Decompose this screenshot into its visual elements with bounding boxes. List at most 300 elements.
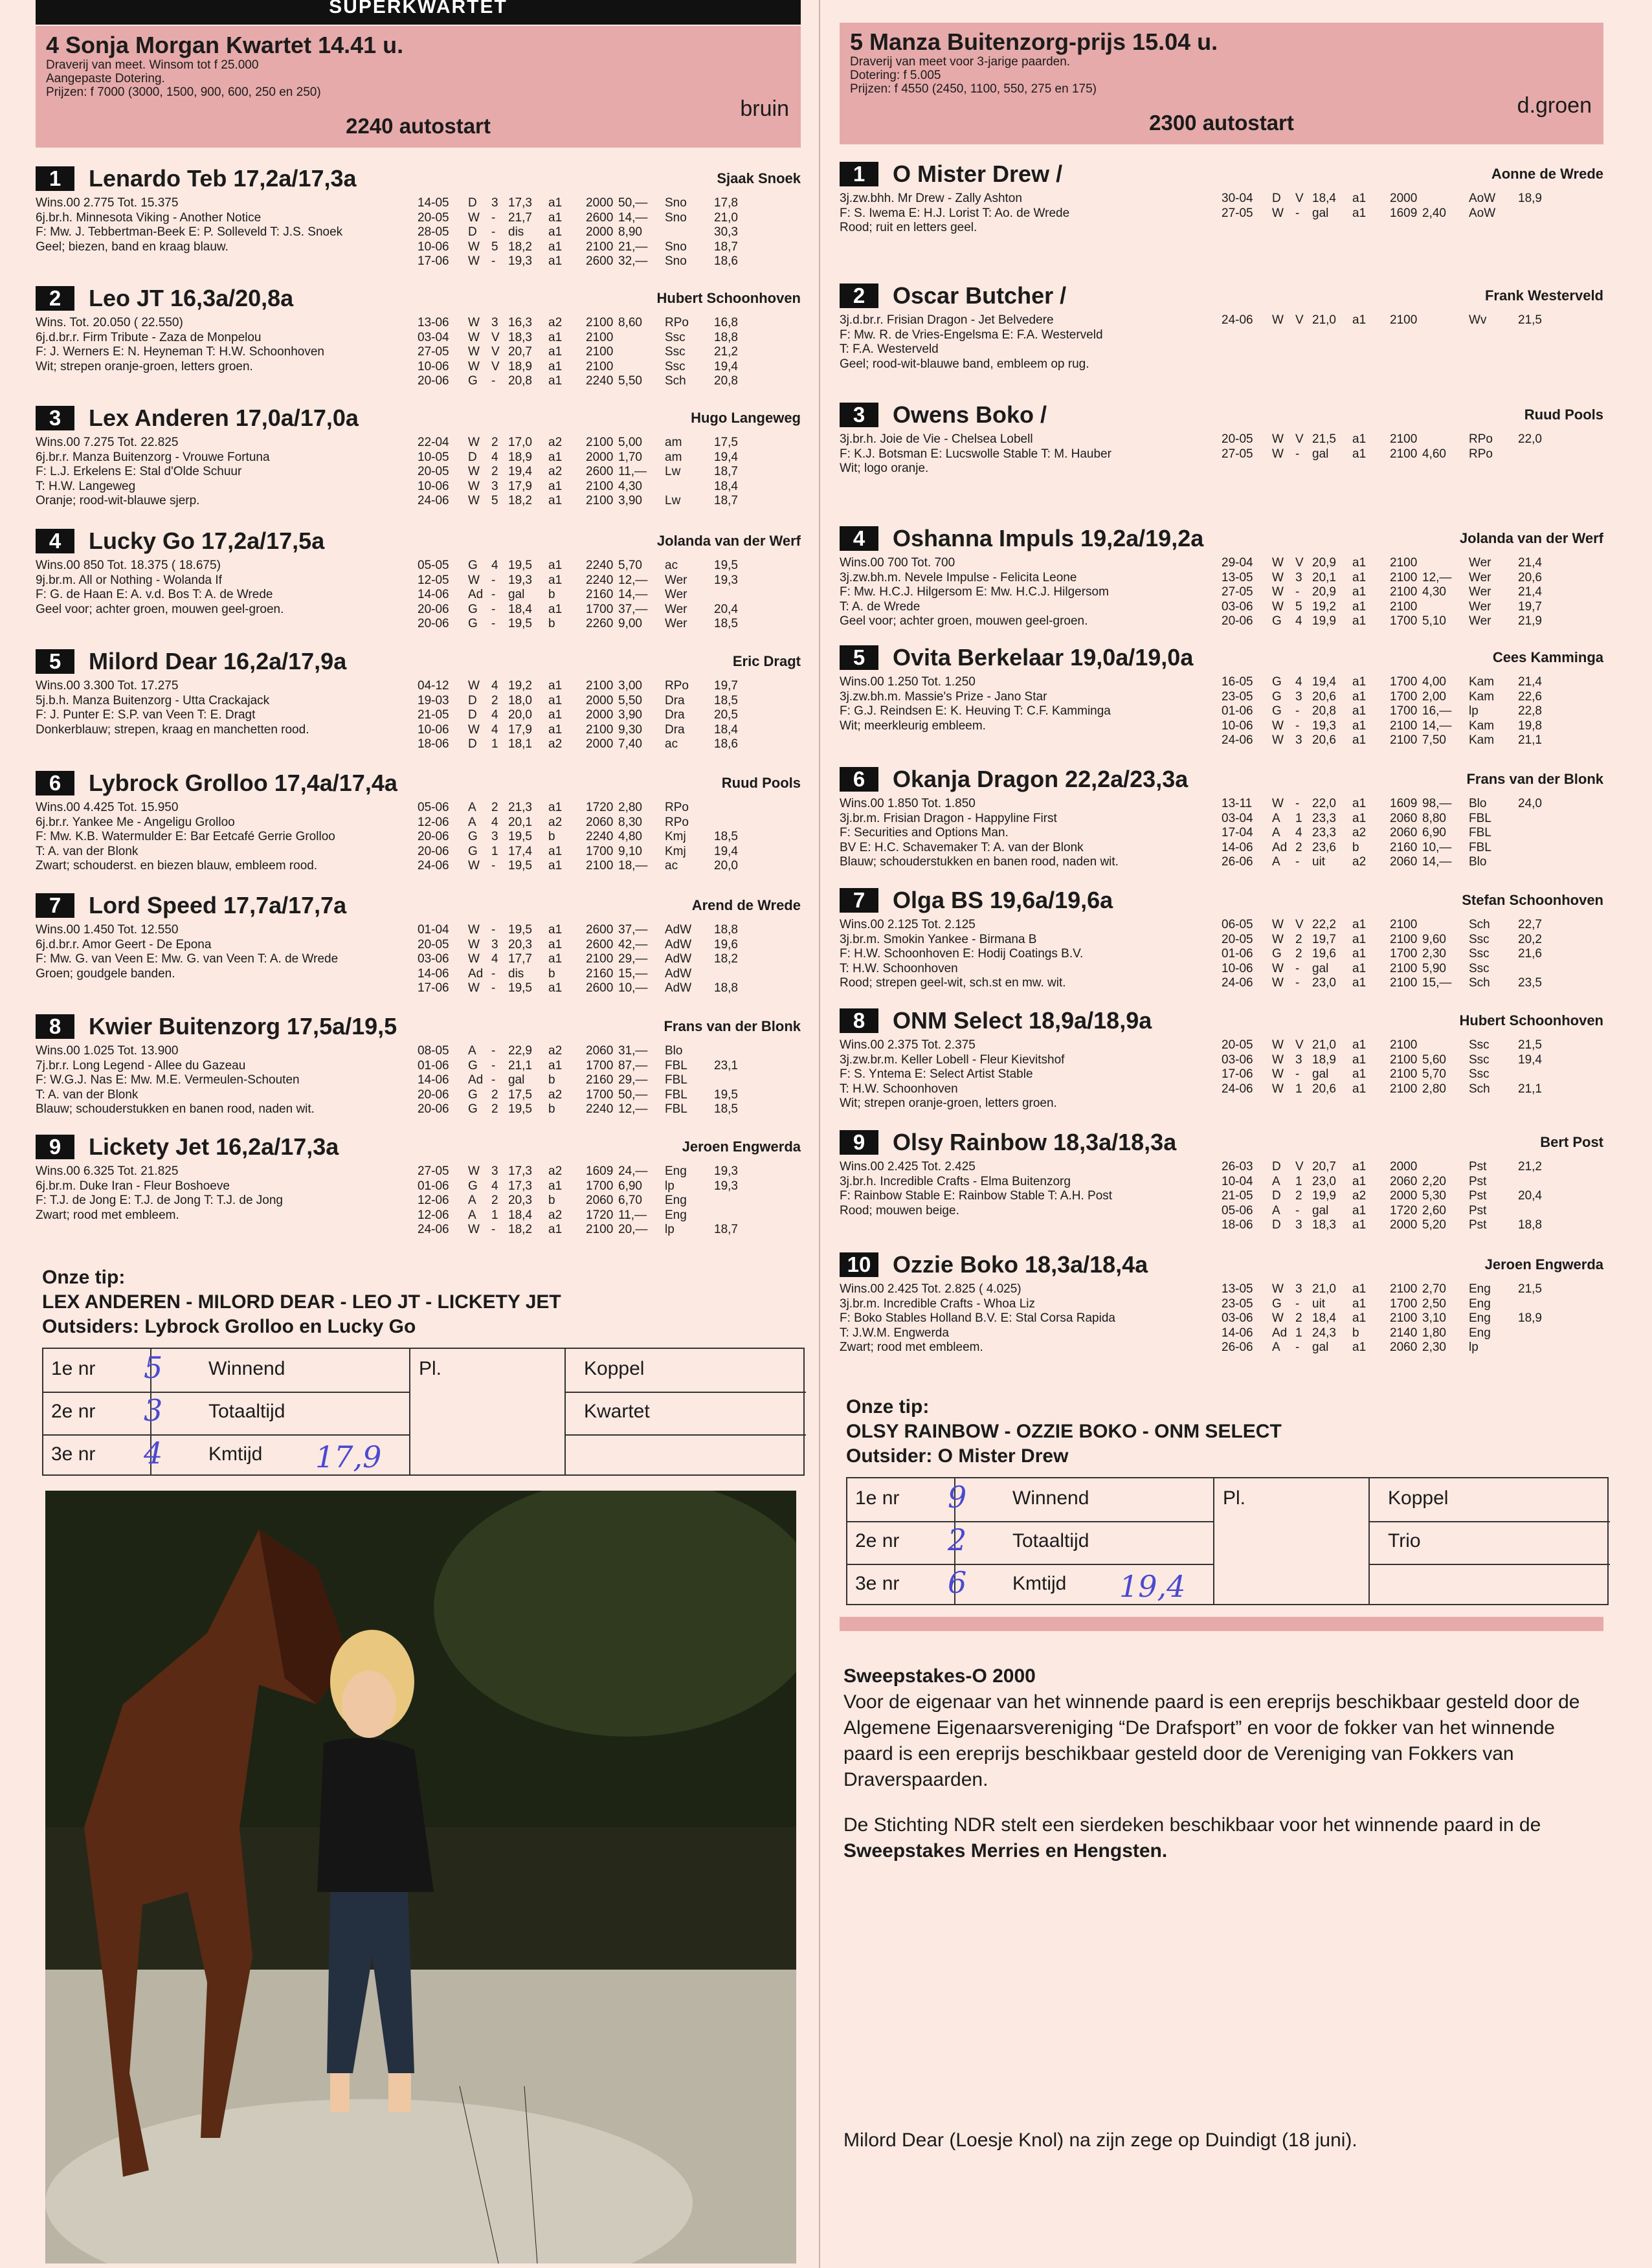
race-history-cell: A — [468, 815, 476, 829]
race-history-cell: 2 — [491, 1102, 498, 1116]
horse-info-line: F: W.G.J. Nas E: Mw. M.E. Vermeulen-Schouten — [36, 1073, 300, 1087]
race-history-cell: 19,5 — [508, 859, 532, 873]
race-history-cell: AdW — [665, 981, 692, 995]
race-history-cell: 17-04 — [1222, 826, 1253, 839]
race-history-cell: 1,70 — [618, 450, 642, 464]
race-history-cell: 8,90 — [618, 225, 642, 239]
horse-info-line: F: Mw. H.C.J. Hilgersom E: Mw. H.C.J. Hilgersom — [840, 585, 1109, 599]
race-history-row — [1222, 1297, 1603, 1312]
race-history-cell: a1 — [548, 1058, 563, 1073]
race-history-cell: 22-04 — [418, 436, 449, 449]
driver-name: Aonne de Wrede — [1491, 166, 1603, 182]
race-history-cell: 1700 — [586, 602, 614, 616]
handwritten-number: 4 — [144, 1436, 163, 1471]
race-history-cell: Sno — [665, 210, 687, 225]
race-condition: Draverij van meet voor 3-jarige paarden. — [850, 55, 1071, 69]
bet-field-label: Kmtijd — [208, 1443, 263, 1465]
race-history-cell: Eng — [665, 1164, 687, 1178]
race-history-row — [418, 465, 799, 480]
race-history-cell: 24,— — [618, 1164, 648, 1178]
race-history-row — [418, 480, 799, 495]
race-history-cell: 19,4 — [1312, 675, 1336, 689]
race-history-cell: 23,0 — [1312, 976, 1336, 990]
race-history-cell: 17,5 — [508, 1087, 532, 1102]
sweepstakes-paragraph: Voor de eigenaar van het winnende paard is een ereprijs beschikbaar gesteld door de Algemene Eigenaarsvereniging “De Drafsport” en voor de fokker van het winnende paard is een ereprijs beschikbaar gesteld door de Vereniging van Fokkers van Draverspaarden. — [843, 1691, 1580, 1790]
race-history-cell: - — [1295, 206, 1300, 220]
race-history-cell: b — [548, 617, 555, 630]
race-history-cell: 2100 — [586, 722, 614, 737]
race-history-cell: a1 — [548, 602, 563, 616]
driver-name: Sjaak Snoek — [717, 170, 801, 186]
race-history-cell: A — [1272, 826, 1280, 839]
race-history-cell: 3 — [491, 1164, 498, 1178]
race-history-cell: 21,3 — [508, 801, 532, 814]
race-history-cell: A — [468, 801, 476, 814]
horse-info-line: F: K.J. Botsman E: Lucswolle Stable T: M. Hauber — [840, 447, 1111, 461]
race-history-cell: 27-05 — [1222, 447, 1253, 461]
race-history-cell: 2100 — [586, 359, 614, 373]
race-history-cell: W — [468, 722, 480, 737]
horse-info-line: F: G. de Haan E: A. v.d. Bos T: A. de Wrede — [36, 588, 273, 601]
race-history-cell: a1 — [548, 937, 563, 951]
handwritten-kmtijd: 19,4 — [1119, 1569, 1186, 1604]
race-history-cell: a1 — [1352, 556, 1367, 570]
race-history-cell: 27-05 — [1222, 206, 1253, 220]
race-history-cell: 01-04 — [418, 923, 449, 937]
race-history-cell: a1 — [1352, 599, 1367, 614]
race-history-cell: a1 — [548, 573, 563, 587]
race-history-cell: a1 — [548, 450, 563, 464]
horse-name: ONM Select 18,9a/18,9a — [893, 1007, 1152, 1034]
race-history-cell: 2100 — [586, 239, 614, 254]
race-history-cell: D — [1272, 1218, 1281, 1232]
race-history-cell: 4,30 — [1422, 585, 1446, 599]
race-history-cell: 24-06 — [1222, 733, 1253, 747]
driver-name: Stefan Schoonhoven — [1462, 892, 1603, 908]
race-history-cell: 19,5 — [714, 559, 738, 572]
form-line — [1213, 1478, 1214, 1604]
race-history-cell: a2 — [548, 815, 563, 829]
race-history-cell: 16,— — [1422, 704, 1452, 718]
race-history-cell: a1 — [548, 254, 563, 268]
horse-info — [840, 675, 1228, 733]
race-history-cell: 18,4 — [1312, 1311, 1336, 1325]
race-history-cell: 20-06 — [418, 602, 449, 616]
race-history-cell: 2100 — [586, 330, 614, 344]
race-history-cell: G — [1272, 704, 1282, 718]
horse-info-line: F: Mw. R. de Vries-Engelsma E: F.A. Westerveld — [840, 328, 1103, 342]
race-history-cell: G — [1272, 675, 1282, 689]
driver-name: Jeroen Engwerda — [1484, 1256, 1603, 1273]
race-history-cell: 18-06 — [418, 737, 449, 751]
race-history-cell: 18-06 — [1222, 1218, 1253, 1232]
race-history-cell: 2100 — [1390, 1067, 1418, 1081]
race-history-cell: uit — [1312, 855, 1326, 869]
race-history-cell: G — [1272, 947, 1282, 961]
race-history-cell: a1 — [1352, 585, 1367, 599]
horse-info-line: Rood; ruit en letters geel. — [840, 221, 977, 234]
race-history-cell: 03-04 — [1222, 811, 1253, 825]
race-history-cell: Wer — [1469, 556, 1491, 570]
race-history-cell: RPo — [665, 801, 689, 814]
race-history-row — [418, 952, 799, 967]
race-history-cell: a1 — [548, 844, 563, 858]
horse-info-line: 6j.br.h. Minnesota Viking - Another Notice — [36, 210, 262, 225]
race-history-cell: 1700 — [1390, 704, 1418, 718]
race-history-cell: 18,4 — [714, 479, 738, 493]
race-history-cell: a2 — [1352, 1189, 1367, 1203]
race-history — [1222, 918, 1603, 991]
race-history-cell: 17,0 — [508, 436, 532, 449]
race-history-cell: lp — [1469, 1340, 1479, 1354]
race-history-cell: FBL — [665, 1087, 687, 1102]
horse-info-line: Wit; logo oranje. — [840, 461, 929, 475]
race-history-cell: 18,7 — [714, 239, 738, 254]
race-history-cell: 17,9 — [508, 722, 532, 737]
race-history-cell: 22,8 — [1518, 704, 1542, 718]
race-history-cell: Ssc — [665, 345, 686, 359]
race-history-cell: W — [1272, 1038, 1284, 1052]
race-history-cell: Kam — [1469, 718, 1495, 733]
race-history-cell: 1720 — [586, 1208, 614, 1222]
race-history-cell: 20,1 — [508, 815, 532, 829]
race-history-cell: 1609 — [1390, 206, 1418, 220]
race-history-cell: W — [1272, 733, 1284, 747]
horse-name: Lickety Jet 16,2a/17,3a — [89, 1133, 339, 1160]
race-history-cell: 13-05 — [1222, 570, 1253, 584]
race-history-cell: 18,7 — [714, 494, 738, 507]
race-history-cell: 2060 — [1390, 1174, 1418, 1188]
horse-info-line: Wins.00 2.775 Tot. 15.375 — [36, 196, 179, 210]
race-history-row — [418, 1044, 799, 1059]
entry-number: 1 — [840, 162, 878, 186]
race-history-row — [418, 967, 799, 982]
race-history-cell: 18,9 — [508, 450, 532, 464]
race-history-cell: 19-03 — [418, 693, 449, 707]
horse-info — [36, 436, 424, 509]
sweepstakes-text-span: De Stichting NDR stelt een sierdeken beschikbaar voor het winnende paard in de — [843, 1814, 1541, 1836]
race-history-row — [1222, 1204, 1603, 1219]
race-history-row — [1222, 704, 1603, 719]
race-history-cell: RPo — [1469, 447, 1493, 461]
race-history-cell: 21,4 — [1518, 675, 1542, 689]
race-history-cell: 19,4 — [1518, 1052, 1542, 1067]
race-history-cell: 19,8 — [1518, 718, 1542, 733]
race-history-row — [418, 573, 799, 588]
race-history-cell: 2140 — [1390, 1326, 1418, 1340]
race-history-cell: 19,7 — [714, 679, 738, 693]
handwritten-number: 9 — [948, 1480, 967, 1515]
race-history-cell: 2100 — [586, 679, 614, 693]
race-history-cell: 2000 — [586, 693, 614, 707]
race-history-cell: - — [491, 588, 496, 601]
race-history-cell: 2100 — [1390, 570, 1418, 584]
race-history-cell: V — [1295, 192, 1304, 205]
race-history-cell: 50,— — [618, 1087, 648, 1102]
race-history-cell: 10-06 — [418, 722, 449, 737]
race-history-cell: 24-06 — [1222, 976, 1253, 990]
race-history-cell: 2100 — [1390, 432, 1418, 446]
race-history-row — [418, 816, 799, 830]
race-history-cell: 20,6 — [1312, 1082, 1336, 1096]
race-history-cell: 14-05 — [418, 196, 449, 210]
race-history-cell: 20-06 — [418, 844, 449, 858]
horse-info — [36, 559, 424, 617]
race-history-cell: 2060 — [1390, 811, 1418, 825]
race-history-cell: 10-06 — [1222, 961, 1253, 975]
race-condition: Aangepaste Dotering. — [46, 72, 165, 85]
race-history-cell: 4,60 — [1422, 447, 1446, 461]
race-history-cell: W — [468, 1223, 480, 1236]
race-history-cell: A — [468, 1208, 476, 1222]
race-history-cell: 21,5 — [1312, 432, 1336, 446]
bet-form — [42, 1348, 805, 1476]
horse-info-line: F: H.W. Schoonhoven E: Hodij Coatings B.V. — [840, 947, 1084, 961]
race-history-cell: a1 — [1352, 797, 1367, 810]
race-history-row — [1222, 855, 1603, 870]
horse-name: Leo JT 16,3a/20,8a — [89, 285, 294, 311]
race-history-cell: 23,0 — [1312, 1174, 1336, 1188]
race-history-row — [418, 617, 799, 632]
race-history-cell: - — [491, 1223, 496, 1236]
race-history — [418, 436, 799, 509]
race-history-cell: 20,6 — [1312, 689, 1336, 704]
race-history-cell: AdW — [665, 966, 692, 981]
race-history-cell: G — [468, 374, 478, 388]
race-history-cell: 17,3 — [508, 1164, 532, 1178]
horse-name: Lord Speed 17,7a/17,7a — [89, 892, 347, 918]
race-history-cell: Ssc — [1469, 1038, 1490, 1052]
horse-info — [840, 918, 1228, 991]
race-history-cell: G — [468, 559, 478, 572]
race-history-cell: 2060 — [1390, 826, 1418, 839]
driver-name: Ruud Pools — [721, 775, 801, 791]
race-history-cell: W — [1272, 961, 1284, 975]
tip-picks: OLSY RAINBOW - OZZIE BOKO - ONM SELECT — [846, 1421, 1282, 1442]
race-history-row — [1222, 812, 1603, 827]
race-history-cell: 21,5 — [1518, 1282, 1542, 1296]
race-history-cell: - — [491, 602, 496, 616]
race-history-cell: 8,80 — [1422, 811, 1446, 825]
form-line — [847, 1521, 1213, 1522]
horse-info-line: Geel; rood-wit-blauwe band, embleem op rug. — [840, 357, 1089, 371]
race-history-cell: 20,0 — [714, 859, 738, 873]
race-history-cell: Kmj — [665, 830, 686, 843]
race-history-cell: 1700 — [1390, 689, 1418, 704]
race-history-cell: 12,— — [618, 1102, 648, 1116]
race-history-cell: FBL — [1469, 811, 1491, 825]
race-history-cell: 23-05 — [1222, 1296, 1253, 1311]
race-history-cell: 21,6 — [1518, 947, 1542, 961]
race-history-cell: 20,4 — [714, 602, 738, 616]
race-history-cell: dis — [508, 225, 524, 239]
race-history-cell: 4 — [1295, 826, 1302, 839]
horse-info — [840, 1160, 1228, 1218]
race-history-cell: 2,70 — [1422, 1282, 1446, 1296]
race-history-cell: a2 — [548, 316, 563, 329]
race-history-cell: 20-05 — [418, 937, 449, 951]
race-history-cell: Eng — [1469, 1282, 1491, 1296]
race-history-row — [418, 360, 799, 375]
race-history-cell: a1 — [1352, 1203, 1367, 1217]
race-history-cell: 2 — [1295, 947, 1302, 961]
race-history-row — [418, 225, 799, 240]
race-history-cell: 10-05 — [418, 450, 449, 464]
race-history-cell: 20,— — [618, 1223, 648, 1236]
horse-info-line: Wins.00 1.025 Tot. 13.900 — [36, 1044, 179, 1058]
race-history-cell: 2000 — [1390, 1160, 1418, 1173]
race-history-cell: RPo — [1469, 432, 1493, 446]
race-history-cell: W — [1272, 918, 1284, 931]
race-history-cell: - — [491, 923, 496, 937]
race-history-cell: 03-06 — [1222, 599, 1253, 614]
race-history-cell: - — [1295, 1203, 1300, 1217]
race-history-cell: W — [1272, 1282, 1284, 1296]
race-history-cell: 18,6 — [714, 254, 738, 268]
horse-info-line: Wins.00 1.850 Tot. 1.850 — [840, 797, 976, 810]
race-history-row — [418, 708, 799, 723]
race-history-cell: 06-05 — [1222, 918, 1253, 931]
bet-row-label: 3e nr — [855, 1573, 900, 1594]
race-history-cell: b — [548, 830, 555, 843]
horse-name: Owens Boko / — [893, 401, 1047, 428]
race-history-cell: 22,0 — [1312, 797, 1336, 810]
race-history-cell: V — [491, 359, 500, 373]
race-history-row — [1222, 1053, 1603, 1068]
race-history-cell: - — [491, 1044, 496, 1058]
entry-number: 5 — [840, 645, 878, 670]
race-history-cell: 42,— — [618, 937, 648, 951]
race-history-cell: 2240 — [586, 559, 614, 572]
race-history-cell: a1 — [1352, 976, 1367, 990]
race-history-cell: G — [468, 1102, 478, 1116]
race-history-cell: Dra — [665, 708, 685, 722]
horse-info-line: Wins.00 3.300 Tot. 17.275 — [36, 679, 179, 693]
horse-info-line: F: Boko Stables Holland B.V. E: Stal Corsa Rapida — [840, 1311, 1115, 1325]
race-history-cell: gal — [508, 588, 525, 601]
race-history-cell: a1 — [548, 679, 563, 693]
race-history-row — [418, 1164, 799, 1179]
race-history-cell: 18,5 — [714, 830, 738, 843]
race-history-cell: 2100 — [586, 859, 614, 873]
race-history — [418, 679, 799, 752]
horse-name: Lex Anderen 17,0a/17,0a — [89, 405, 359, 431]
race-history-cell: 24-06 — [418, 859, 449, 873]
race-history-cell: Blo — [1469, 855, 1487, 869]
race-history — [418, 196, 799, 269]
race-history-cell: a1 — [1352, 675, 1367, 689]
race-condition: Prijzen: f 7000 (3000, 1500, 900, 600, 250 en 250) — [46, 85, 321, 99]
race-history-cell: W — [468, 210, 480, 225]
race-history-cell: Wer — [665, 573, 687, 587]
race-history-cell: 21,4 — [1518, 585, 1542, 599]
race-history-cell: 03-06 — [418, 952, 449, 966]
race-history-cell: 27-05 — [418, 1164, 449, 1178]
race-history-cell: 30,3 — [714, 225, 738, 239]
horse-info-line: Blauw; schouderstukken en banen rood, naden wit. — [840, 855, 1119, 869]
race-history-cell: a1 — [548, 330, 563, 344]
race-history-cell: 19,9 — [1312, 1189, 1336, 1203]
race-history-cell: gal — [1312, 1340, 1329, 1354]
race-history-cell: Eng — [1469, 1326, 1491, 1340]
race-history-cell: 23,3 — [1312, 811, 1336, 825]
race-history-cell: 2600 — [586, 923, 614, 937]
race-history-cell: 23,6 — [1312, 840, 1336, 854]
race-history-cell: 19,9 — [1312, 614, 1336, 628]
race-history-cell: 14-06 — [1222, 840, 1253, 854]
horse-info-line: Rood; strepen geel-wit, sch.st en mw. wit. — [840, 976, 1066, 990]
race-history-cell: 4 — [1295, 675, 1302, 689]
horse-info-line: Zwart; rood met embleem. — [840, 1340, 983, 1354]
race-history-cell: a1 — [548, 239, 563, 254]
race-history — [1222, 556, 1603, 629]
race-history-cell: Ssc — [1469, 1052, 1490, 1067]
race-history-cell: 17,5 — [714, 436, 738, 449]
race-condition: Dotering: f 5.005 — [850, 69, 941, 82]
race-history-cell: 2100 — [1390, 313, 1418, 327]
handwritten-kmtijd: 17,9 — [315, 1440, 382, 1474]
horse-info-line: T: A. van der Blonk — [36, 844, 139, 858]
race-history-cell: 18,9 — [508, 359, 532, 373]
race-history-cell: a1 — [1352, 1340, 1367, 1354]
race-history-cell: Ssc — [1469, 1067, 1490, 1081]
tip-title: Onze tip: — [42, 1267, 126, 1288]
race-history-cell: FBL — [665, 1102, 687, 1116]
race-history-cell: 2100 — [1390, 932, 1418, 946]
race-history-cell: - — [491, 1073, 496, 1087]
horse-info-line: T: A. van der Blonk — [36, 1087, 139, 1102]
race-history-cell: 5 — [491, 239, 498, 254]
race-history-cell: a1 — [1352, 704, 1367, 718]
race-history-cell: 5,20 — [1422, 1218, 1446, 1232]
race-history-cell: 1700 — [1390, 1296, 1418, 1311]
horse-name: Oscar Butcher / — [893, 282, 1067, 309]
bet-form — [846, 1477, 1609, 1605]
race-history-cell: 3,10 — [1422, 1311, 1446, 1325]
race-history-cell: 18,— — [618, 859, 648, 873]
race-history-row — [418, 694, 799, 709]
driver-name: Ruud Pools — [1524, 406, 1603, 423]
horse-info — [840, 432, 1228, 476]
entry-number: 2 — [840, 284, 878, 308]
race-history — [1222, 313, 1603, 328]
race-history-cell: 2000 — [1390, 1189, 1418, 1203]
race-history — [418, 1164, 799, 1238]
race-history-cell: Ad — [468, 588, 484, 601]
race-history-cell: 2600 — [586, 210, 614, 225]
race-history-cell: 11,— — [618, 1208, 647, 1222]
race-history-cell: W — [468, 494, 480, 507]
race-history-cell: 03-06 — [1222, 1311, 1253, 1325]
race-history-cell: 30-04 — [1222, 192, 1253, 205]
race-history-cell: 2240 — [586, 830, 614, 843]
race-history-row — [1222, 447, 1603, 462]
horse-info-line: F: Mw. G. van Veen E: Mw. G. van Veen T: A. de Wrede — [36, 952, 339, 966]
race-history-cell: 14-06 — [418, 1073, 449, 1087]
race-history-cell: 2 — [491, 1087, 498, 1102]
race-history-cell: 19,5 — [508, 830, 532, 843]
race-history-cell: W — [468, 316, 480, 329]
race-history-cell: - — [491, 210, 496, 225]
driver-name: Jolanda van der Werf — [656, 533, 801, 549]
race-history-cell: 2,80 — [618, 801, 642, 814]
race-history-cell: W — [468, 573, 480, 587]
race-history-cell: 19,5 — [508, 981, 532, 995]
race-history-cell: 37,— — [618, 923, 648, 937]
race-history-cell: 12,— — [1422, 570, 1452, 584]
race-history-row — [418, 1102, 799, 1117]
race-history-row — [1222, 918, 1603, 933]
